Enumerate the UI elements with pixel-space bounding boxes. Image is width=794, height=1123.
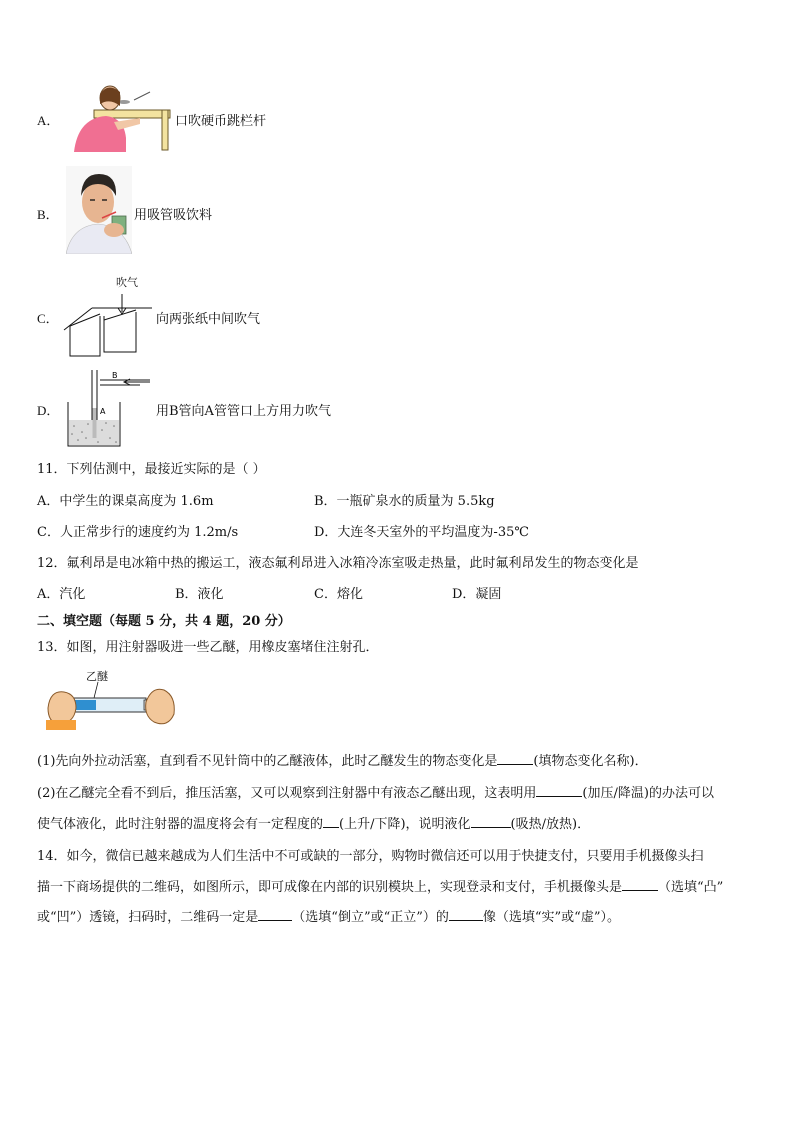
q13-blank-1[interactable]: [497, 752, 533, 765]
q13-part2: [37, 782, 714, 801]
q13-blank-2[interactable]: [536, 784, 582, 797]
q14-line3: [37, 906, 620, 925]
q14-blank-1[interactable]: [622, 878, 658, 891]
tube-blow-figure: [62, 368, 154, 450]
option-c-letter: C．: [37, 311, 59, 326]
q11-option-d: D．大连冬天室外的平均温度为-35℃: [314, 525, 529, 540]
option-a-letter: A．: [37, 113, 60, 128]
q13-blank-4[interactable]: [471, 815, 511, 828]
option-b-text: 用吸管吸饮料: [134, 208, 213, 223]
two-paper-figure: [62, 272, 154, 362]
q11-option-a: A．中学生的课桌高度为 1.6m: [37, 494, 214, 509]
tube-b-label: B: [112, 371, 118, 380]
q11-option-b: B．一瓶矿泉水的质量为 5.5kg: [314, 494, 495, 509]
q13-part3-text: 使气体液化，此时注射器的温度将会有一定程度的: [37, 817, 324, 832]
blow-label: 吹气: [116, 276, 138, 289]
q11-option-c: C．人正常步行的速度约为 1.2m/s: [37, 525, 239, 540]
option-a-text: 口吹硬币跳栏杆: [175, 114, 267, 129]
syringe-figure: [46, 668, 178, 730]
q13-part1: [37, 750, 648, 769]
q12-option-d: D．凝固: [452, 587, 502, 602]
q11-stem: 11．下列估测中，最接近实际的是（ ）: [37, 462, 266, 477]
q12-option-b: B．液化: [175, 587, 224, 602]
q13-part2-text: (2)在乙醚完全看不到后，推压活塞，又可以观察到注射器中有液态乙醚出现，这表明用: [37, 786, 537, 801]
q14-line1: [37, 845, 704, 864]
section-heading: 二、填空题（每题 5 分，共 4 题，20 分）: [37, 614, 291, 629]
q13-part3-hint2: (吸热/放热)．: [510, 817, 591, 832]
q12-option-c: C．熔化: [314, 587, 363, 602]
option-d-text: 用B管向A管管口上方用力吹气: [156, 404, 331, 419]
q13-blank-3[interactable]: [323, 815, 339, 828]
q13-part3-hint: (上升/下降)，说明液化: [339, 817, 471, 832]
q14-blank-3[interactable]: [449, 908, 483, 921]
q13-part1-text: (1)先向外拉动活塞，直到看不见针筒中的乙醚液体，此时乙醚发生的物态变化是: [37, 754, 498, 769]
q12-option-a: A．汽化: [37, 587, 86, 602]
ether-label: 乙醚: [86, 670, 108, 683]
option-d-letter: D．: [37, 403, 60, 418]
q12-stem: 12．氟利昂是电冰箱中热的搬运工，液态氟利昂进入冰箱冷冻室吸走热量，此时氟利昂发生的物态变化是: [37, 556, 639, 571]
q14-line3-text: 或“凹”）透镜，扫码时，二维码一定是: [37, 910, 259, 925]
q14-line2-text: 描一下商场提供的二维码，如图所示，即可成像在内部的识别模块上，实现登录和支付，手机摄像头是: [37, 880, 623, 895]
q13-part1-hint: (填物态变化名称)．: [533, 754, 648, 769]
tube-a-label: A: [100, 407, 106, 416]
coin-jump-figure: [64, 82, 172, 152]
q13-part3: [37, 813, 590, 832]
q14-line2: [37, 876, 723, 895]
option-c-text: 向两张纸中间吹气: [156, 312, 261, 327]
q13-part2-hint: (加压/降温)的办法可以: [582, 786, 714, 801]
q14-line2-hint: （选填“凸”: [658, 880, 724, 895]
q13-stem: 13．如图，用注射器吸进一些乙醚，用橡皮塞堵住注射孔．: [37, 640, 379, 655]
q14-line3-hint2: 像（选填“实”或“虚”）。: [482, 910, 620, 925]
drinking-straw-figure: [66, 166, 132, 254]
q14-line1-text: 14．如今，微信已越来越成为人们生活中不可或缺的一部分，购物时微信还可以用于快捷支付，只要用手机摄像头扫: [37, 849, 704, 864]
option-b-letter: B．: [37, 207, 59, 222]
q14-blank-2[interactable]: [258, 908, 292, 921]
q14-line3-hint: （选填“倒立”或“正立”）的: [292, 910, 449, 925]
